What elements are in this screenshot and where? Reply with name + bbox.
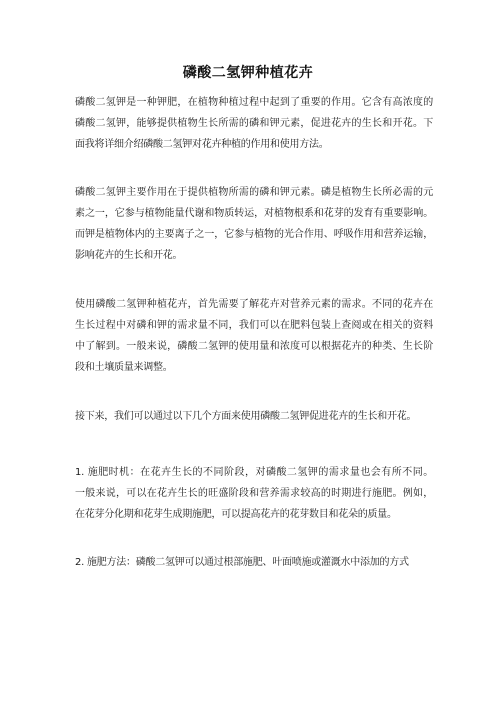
text-line: 生长过程中对磷和钾的需求量不同，我们可以在肥料包装上查阅或在相关的资料 [75, 320, 433, 331]
text-line: 使用磷酸二氢钾种植花卉，首先需要了解花卉对营养元素的需求。不同的花卉在 [75, 299, 433, 310]
text-line: 影响花卉的生长和开花。 [75, 250, 183, 261]
text-line: 在花芽分化期和花芽生成期施肥，可以提高花卉的花芽数目和花朵的质量。 [75, 509, 397, 520]
text-line: 面我将详细介绍磷酸二氢钾对花卉种植的作用和使用方法。 [75, 139, 329, 150]
text-line: 中了解到。一般来说，磷酸二氢钾的使用量和浓度可以根据花卉的种类、生长阶 [75, 341, 433, 352]
document-title: 磷酸二氢钾种植花卉 [182, 65, 314, 81]
text-line: 1. 施肥时机：在花卉生长的不同阶段，对磷酸二氢钾的需求量也会有所不同。 [75, 467, 433, 478]
text-line: 2. 施肥方法：磷酸二氢钾可以通过根部施肥、叶面喷施或灌溉水中添加的方式 [75, 557, 409, 568]
text-line: 段和土壤质量来调整。 [75, 362, 173, 373]
text-line: 素之一，它参与植物能量代谢和物质转运，对植物根系和花芽的发育有重要影响。 [75, 208, 433, 219]
text-line: 接下来，我们可以通过以下几个方面来使用磷酸二氢钾促进花卉的生长和开花。 [75, 411, 417, 422]
text-line: 磷酸二氢钾主要作用在于提供植物所需的磷和钾元素。磷是植物生长所必需的元 [75, 187, 433, 198]
paragraph-function [75, 182, 433, 266]
paragraph-usage [75, 294, 433, 378]
text-line: 磷酸二氢钾是一种钾肥，在植物种植过程中起到了重要的作用。它含有高浓度的 [75, 97, 433, 108]
text-line: 一般来说，可以在花卉生长的旺盛阶段和营养需求较高的时期进行施肥。例如， [75, 488, 433, 499]
paragraph-next [75, 406, 433, 427]
text-line: 而钾是植物体内的主要离子之一，它参与植物的光合作用、呼吸作用和营养运输， [75, 229, 433, 240]
paragraph-method [75, 552, 433, 573]
paragraph-intro [75, 92, 433, 155]
text-line: 磷酸二氢钾，能够提供植物生长所需的磷和钾元素，促进花卉的生长和开花。下 [75, 118, 433, 129]
paragraph-timing [75, 462, 433, 525]
